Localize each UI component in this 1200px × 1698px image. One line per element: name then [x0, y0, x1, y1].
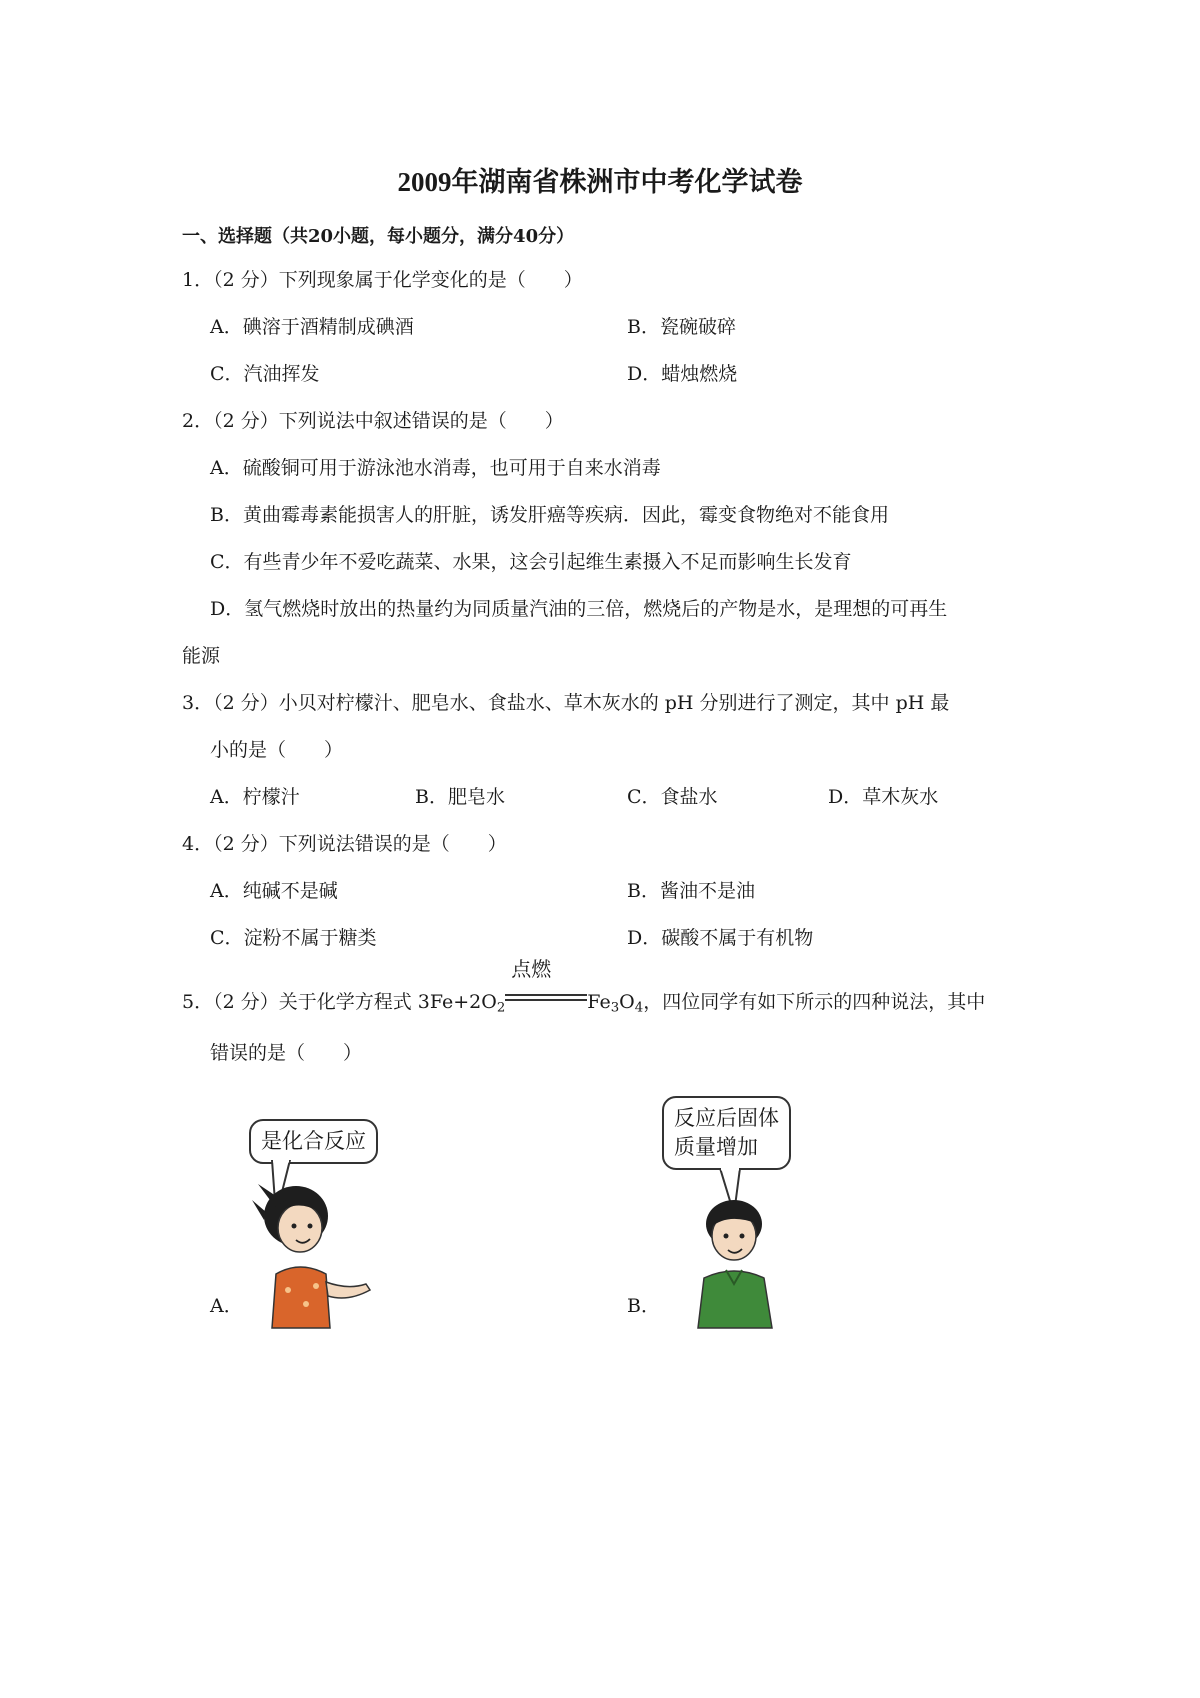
q1-stem: 1．（2 分）下列现象属于化学变化的是（ ）: [182, 269, 583, 291]
q5-o2-subscript: 2: [496, 1000, 506, 1016]
q4-option-c: C．淀粉不属于糖类: [210, 927, 377, 949]
q2-option-d-cont: 能源: [182, 645, 221, 667]
equals-bar-top: [505, 994, 587, 996]
q2-option-c: C．有些青少年不爱吃蔬菜、水果，这会引起维生素摄入不足而影响生长发育: [210, 551, 852, 573]
q1-option-c: C．汽油挥发: [210, 363, 320, 385]
q5-stem: [182, 957, 986, 1016]
q4-option-a: A．纯碱不是碱: [210, 880, 338, 902]
boy-eye-right: [740, 1234, 745, 1239]
q5-figure-a-label: A．: [210, 1295, 243, 1317]
speech-bubble-b: [662, 1096, 791, 1170]
girl-shirt: [272, 1267, 330, 1328]
shirt-dot: [313, 1283, 319, 1289]
q1-option-a: A．碘溶于酒精制成碘酒: [210, 316, 414, 338]
q5-product-o: O: [619, 991, 635, 1013]
q5-stem-cont: 错误的是（ ）: [210, 1042, 363, 1064]
q2-option-b: B．黄曲霉毒素能损害人的肝脏，诱发肝癌等疾病．因此，霉变食物绝对不能食用: [210, 504, 889, 526]
q5-o-subscript: 4: [634, 1000, 644, 1016]
boy-shirt: [698, 1271, 772, 1328]
q3-option-b: B．肥皂水: [415, 786, 505, 808]
q4-stem: 4．（2 分）下列说法错误的是（ ）: [182, 833, 507, 855]
girl-student-figure: [248, 1170, 388, 1330]
q5-figure-b-label: B．: [627, 1295, 660, 1317]
q4-option-d: D．碳酸不属于有机物: [627, 927, 814, 949]
speech-bubble-a: 是化合反应: [249, 1119, 378, 1164]
girl-eye-left: [292, 1224, 297, 1229]
section-heading: 一、选择题（共20小题，每小题分，满分40分）: [182, 226, 575, 247]
speech-bubble-b-line1: 反应后固体: [674, 1106, 779, 1130]
q5-stem-prefix: 5．（2 分）关于化学方程式 3Fe+2O: [182, 991, 497, 1013]
q5-fe-subscript: 3: [610, 1000, 620, 1016]
girl-arm: [326, 1282, 370, 1298]
q4-option-b: B．酱油不是油: [627, 880, 755, 902]
q3-option-a: A．柠檬汁: [210, 786, 300, 808]
reaction-condition-arrow: [505, 957, 587, 1008]
page-title: 2009年湖南省株洲市中考化学试卷: [397, 167, 803, 197]
q5-product-fe: Fe: [587, 991, 611, 1013]
shirt-dot: [285, 1287, 291, 1293]
q1-option-b: B．瓷碗破碎: [627, 316, 736, 338]
q1-option-d: D．蜡烛燃烧: [627, 363, 738, 385]
girl-face: [278, 1204, 322, 1252]
reaction-condition: 点燃: [511, 957, 552, 981]
q2-option-d: D．氢气燃烧时放出的热量约为同质量汽油的三倍，燃烧后的产物是水，是理想的可再生: [210, 598, 948, 620]
q2-option-a: A．硫酸铜可用于游泳池水消毒，也可用于自来水消毒: [210, 457, 661, 479]
shirt-dot: [303, 1301, 309, 1307]
boy-eye-left: [724, 1234, 729, 1239]
boy-student-figure: [678, 1194, 798, 1329]
q3-stem-cont: 小的是（ ）: [210, 739, 344, 761]
q3-stem: 3．（2 分）小贝对柠檬汁、肥皂水、食盐水、草木灰水的 pH 分别进行了测定，其中 pH 最: [182, 692, 950, 714]
equals-bar-bottom: [505, 999, 587, 1001]
q5-stem-suffix: ，四位同学有如下所示的四种说法，其中: [643, 991, 986, 1013]
q2-stem: 2．（2 分）下列说法中叙述错误的是（ ）: [182, 410, 564, 432]
q3-option-d: D．草木灰水: [828, 786, 939, 808]
q3-option-c: C．食盐水: [627, 786, 718, 808]
girl-eye-right: [308, 1224, 313, 1229]
speech-bubble-b-line2: 质量增加: [674, 1135, 758, 1159]
